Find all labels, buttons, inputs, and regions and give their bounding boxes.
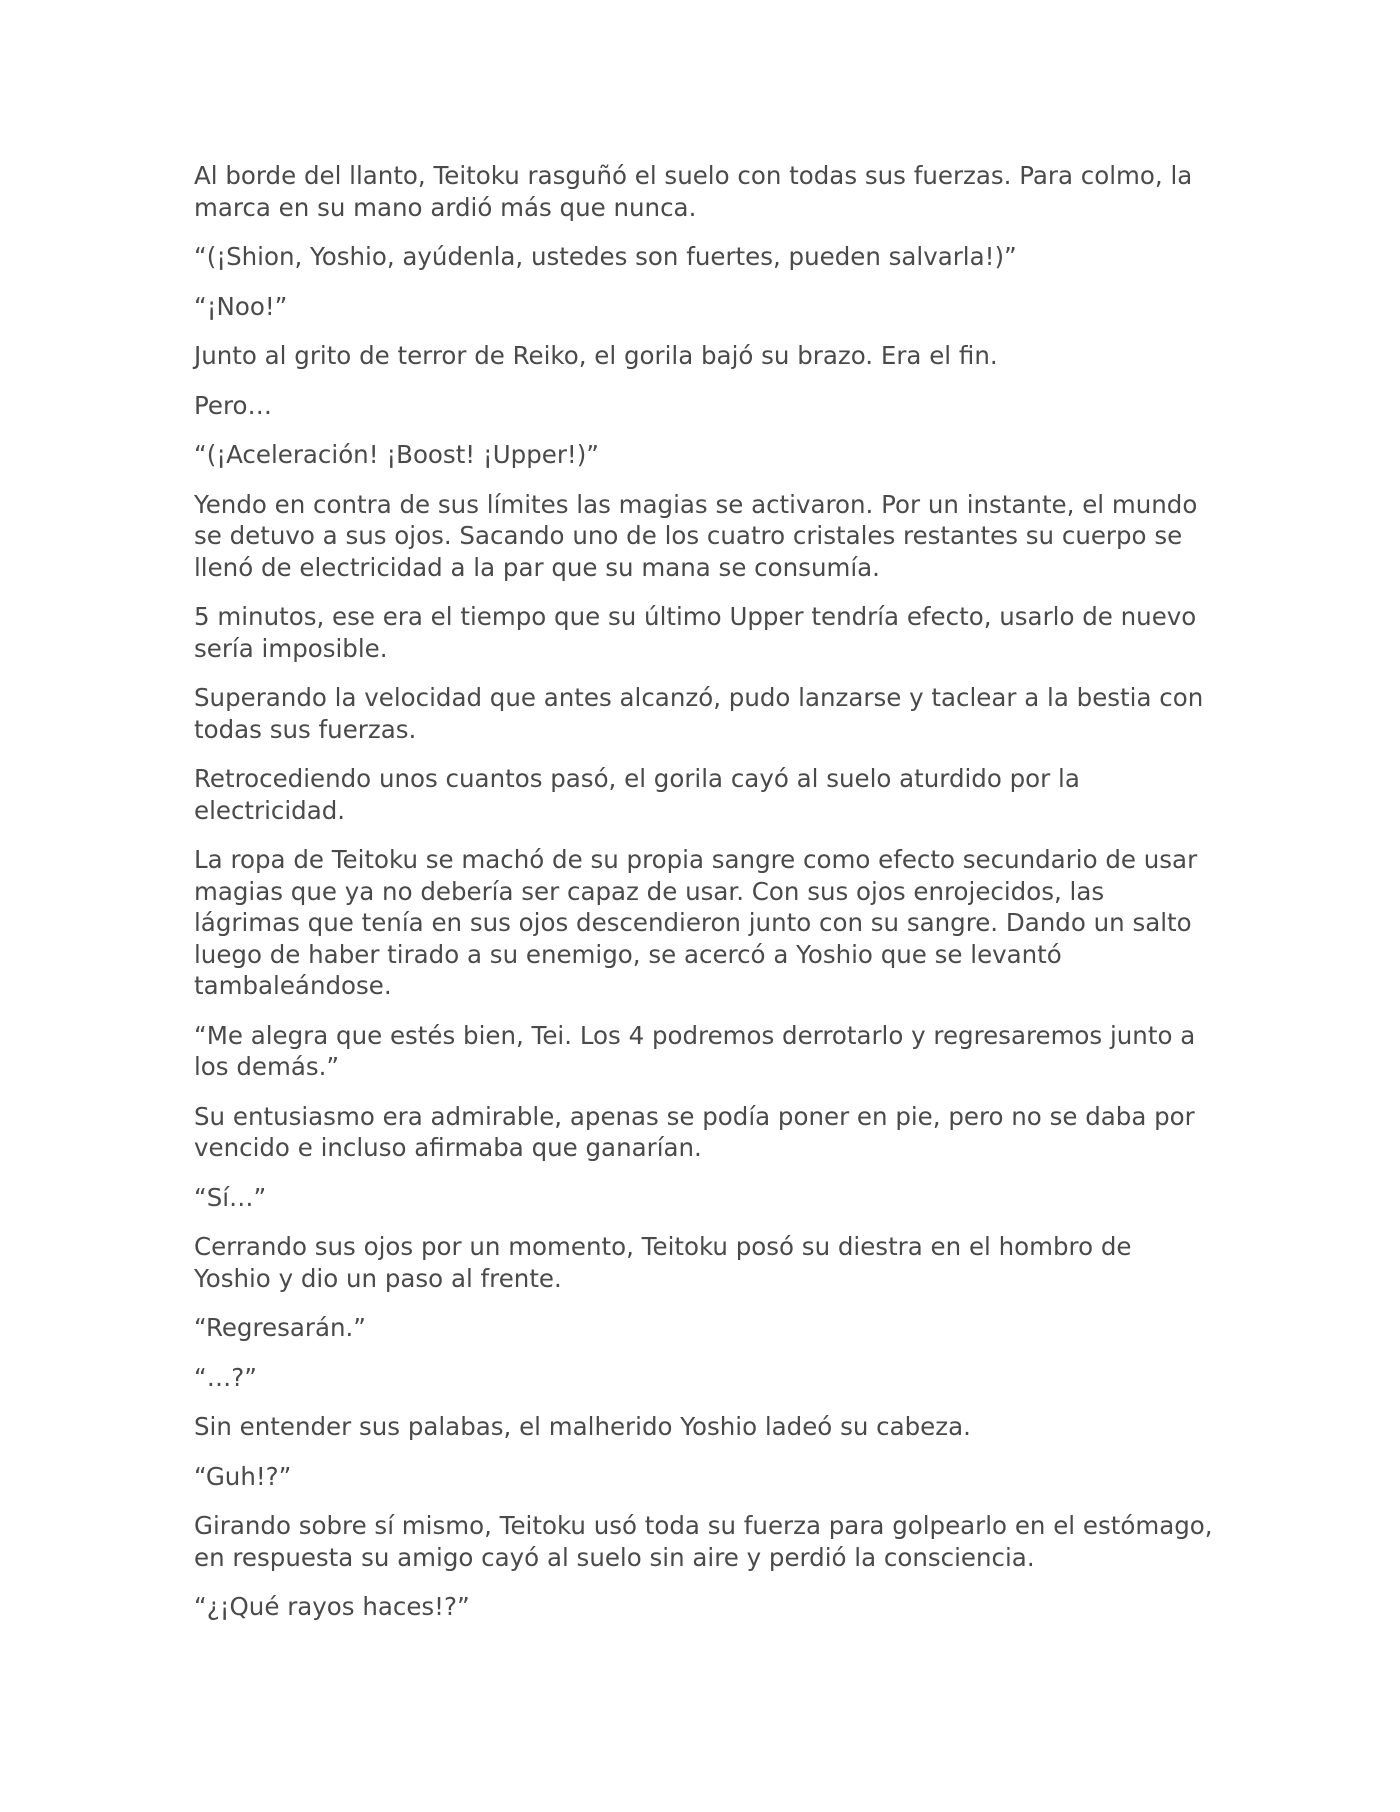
paragraph: “Guh!?” bbox=[194, 1461, 292, 1491]
paragraph: “(¡Shion, Yoshio, ayúdenla, ustedes son fuertes, pueden salvarla!)” bbox=[194, 242, 1017, 271]
paragraph: Yendo en contra de sus límites las magias se activaron. Por un instante, el mundo se detuvo a sus ojos. Sacando uno de los cuatro cristales restantes su cuerpo se llenó de electricidad a la par que su mana se consumía. bbox=[194, 489, 1198, 582]
paragraph: Al borde del llanto, Teitoku rasguñó el suelo con todas sus fuerzas. Para colmo, la marca en su mano ardió más que nunca. bbox=[194, 161, 1193, 222]
paragraph: “(¡Aceleración! ¡Boost! ¡Upper!)” bbox=[194, 440, 599, 469]
paragraph: La ropa de Teitoku se machó de su propia sangre como efecto secundario de usar magias que ya no debería ser capaz de usar. Con sus ojos enrojecidos, las lágrimas que tenía en sus ojos descendieron junto con su sangre. Dando un salto luego de haber tirado a su enemigo, se acercó a Yoshio que se levantó tambaleándose. bbox=[194, 845, 1198, 1000]
paragraph: “Regresarán.” bbox=[194, 1313, 366, 1342]
paragraph: Sin entender sus palabas, el malherido Yoshio ladeó su cabeza. bbox=[194, 1412, 971, 1441]
paragraph: Superando la velocidad que antes alcanzó, pudo lanzarse y taclear a la bestia con todas sus fuerzas. bbox=[194, 683, 1204, 744]
paragraph: Junto al grito de terror de Reiko, el gorila bajó su brazo. Era el fin. bbox=[194, 341, 998, 370]
paragraph: Cerrando sus ojos por un momento, Teitoku posó su diestra en el hombro de Yoshio y dio un paso al frente. bbox=[194, 1232, 1132, 1293]
paragraph: 5 minutos, ese era el tiempo que su último Upper tendría efecto, usarlo de nuevo sería imposible. bbox=[194, 602, 1197, 663]
paragraph: Pero… bbox=[194, 390, 272, 420]
paragraph: Retrocediendo unos cuantos pasó, el gorila cayó al suelo aturdido por la electricidad. bbox=[194, 764, 1080, 825]
paragraph: Girando sobre sí mismo, Teitoku usó toda su fuerza para golpearlo en el estómago, en respuesta su amigo cayó al suelo sin aire y perdió la consciencia. bbox=[194, 1511, 1213, 1572]
paragraph: “…?” bbox=[194, 1362, 257, 1392]
paragraph: “Me alegra que estés bien, Tei. Los 4 podremos derrotarlo y regresaremos junto a los demás.” bbox=[194, 1020, 1196, 1081]
paragraph: “Sí…” bbox=[194, 1182, 267, 1212]
document-body bbox=[194, 160, 1214, 1641]
paragraph: “¡Noo!” bbox=[194, 291, 288, 321]
paragraph: “¿¡Qué rayos haces!?” bbox=[194, 1592, 470, 1621]
paragraph: Su entusiasmo era admirable, apenas se podía poner en pie, pero no se daba por vencido e incluso afirmaba que ganarían. bbox=[194, 1101, 1195, 1162]
